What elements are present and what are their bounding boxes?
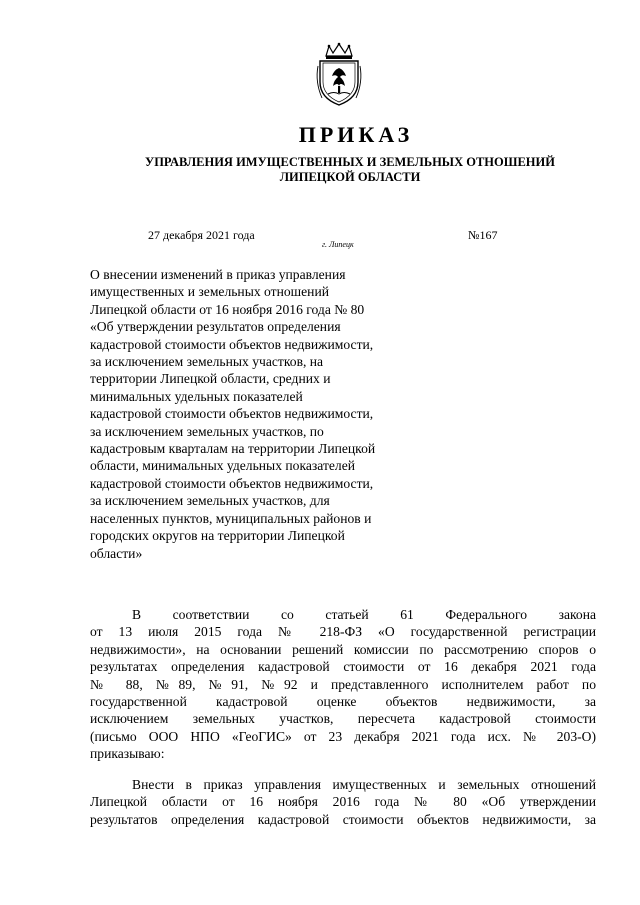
subject-line: за исключением земельных участков, по [90, 423, 324, 439]
subject-line: минимальных удельных показателей [90, 388, 303, 404]
document-type-title: ПРИКАЗ [298, 122, 414, 147]
paragraph-line: приказываю: [90, 746, 165, 762]
subject-line: области, минимальных удельных показателей [90, 458, 356, 474]
organization-name [90, 155, 610, 185]
subject-line: кадастровым кварталам на территории Липецкой [90, 441, 376, 457]
subject-line: за исключением земельных участков, на [90, 354, 324, 370]
document-subject [90, 266, 420, 562]
subject-line: территории Липецкой области, средних и [90, 371, 331, 387]
paragraph-line: недвижимости», на основании решений комиссии по рассмотрению споров о [90, 641, 596, 657]
subject-line: кадастровой стоимости объектов недвижимости, [90, 336, 374, 352]
paragraph-line: Внести в приказ управления имущественных и земельных отношений [132, 777, 596, 792]
subject-line: за исключением земельных участков, для [90, 493, 330, 509]
subject-line: населенных пунктов, муниципальных районов и [90, 510, 372, 526]
paragraph-line: Липецкой области от 16 ноября 2016 года № 80 «Об утверждении [90, 794, 596, 810]
paragraph-line: результатов определения кадастровой стоимости объектов недвижимости, за [90, 811, 596, 827]
subject-line: имущественных и земельных отношений [90, 284, 329, 300]
paragraph-line: В соответствии со статьей 61 Федерального закона [132, 607, 596, 622]
organization-name-line: ЛИПЕЦКОЙ ОБЛАСТИ [279, 170, 421, 184]
document-date: 27 декабря 2021 года [148, 228, 255, 242]
subject-line: «Об утверждении результатов определения [90, 319, 341, 335]
order-paragraph [90, 776, 596, 828]
paragraph-line: государственной кадастровой оценке объектов недвижимости, за [90, 694, 596, 710]
subject-line: кадастровой стоимости объектов недвижимости, [90, 406, 374, 422]
subject-line: О внесении изменений в приказ управления [90, 267, 346, 282]
subject-line: области» [90, 545, 143, 561]
paragraph-line: исключением земельных участков, пересчета кадастровой стоимости [90, 711, 596, 727]
paragraph-line: результатах определения кадастровой стоимости от 16 декабря 2021 года [90, 659, 596, 675]
document-number: №167 [468, 228, 498, 242]
subject-line: Липецкой области от 16 ноября 2016 года № 80 [90, 301, 365, 317]
paragraph-line: (письмо ООО НПО «ГеоГИС» от 23 декабря 2021 года исх. № 203-О) [90, 728, 596, 744]
coat-of-arms-emblem [314, 42, 364, 108]
preamble-paragraph [90, 606, 596, 763]
organization-name-line: УПРАВЛЕНИЯ ИМУЩЕСТВЕННЫХ И ЗЕМЕЛЬНЫХ ОТНОШЕНИЙ [145, 155, 555, 169]
document-city: г. Липецк [322, 240, 354, 249]
paragraph-line: № 88, №89, №91, №92 и представленного исполнителем работ по [90, 676, 596, 692]
subject-line: кадастровой стоимости объектов недвижимости, [90, 475, 374, 491]
paragraph-line: от 13 июля 2015 года № 218-ФЗ «О государственной регистрации [90, 624, 596, 640]
subject-line: городских округов на территории Липецкой [90, 528, 345, 544]
